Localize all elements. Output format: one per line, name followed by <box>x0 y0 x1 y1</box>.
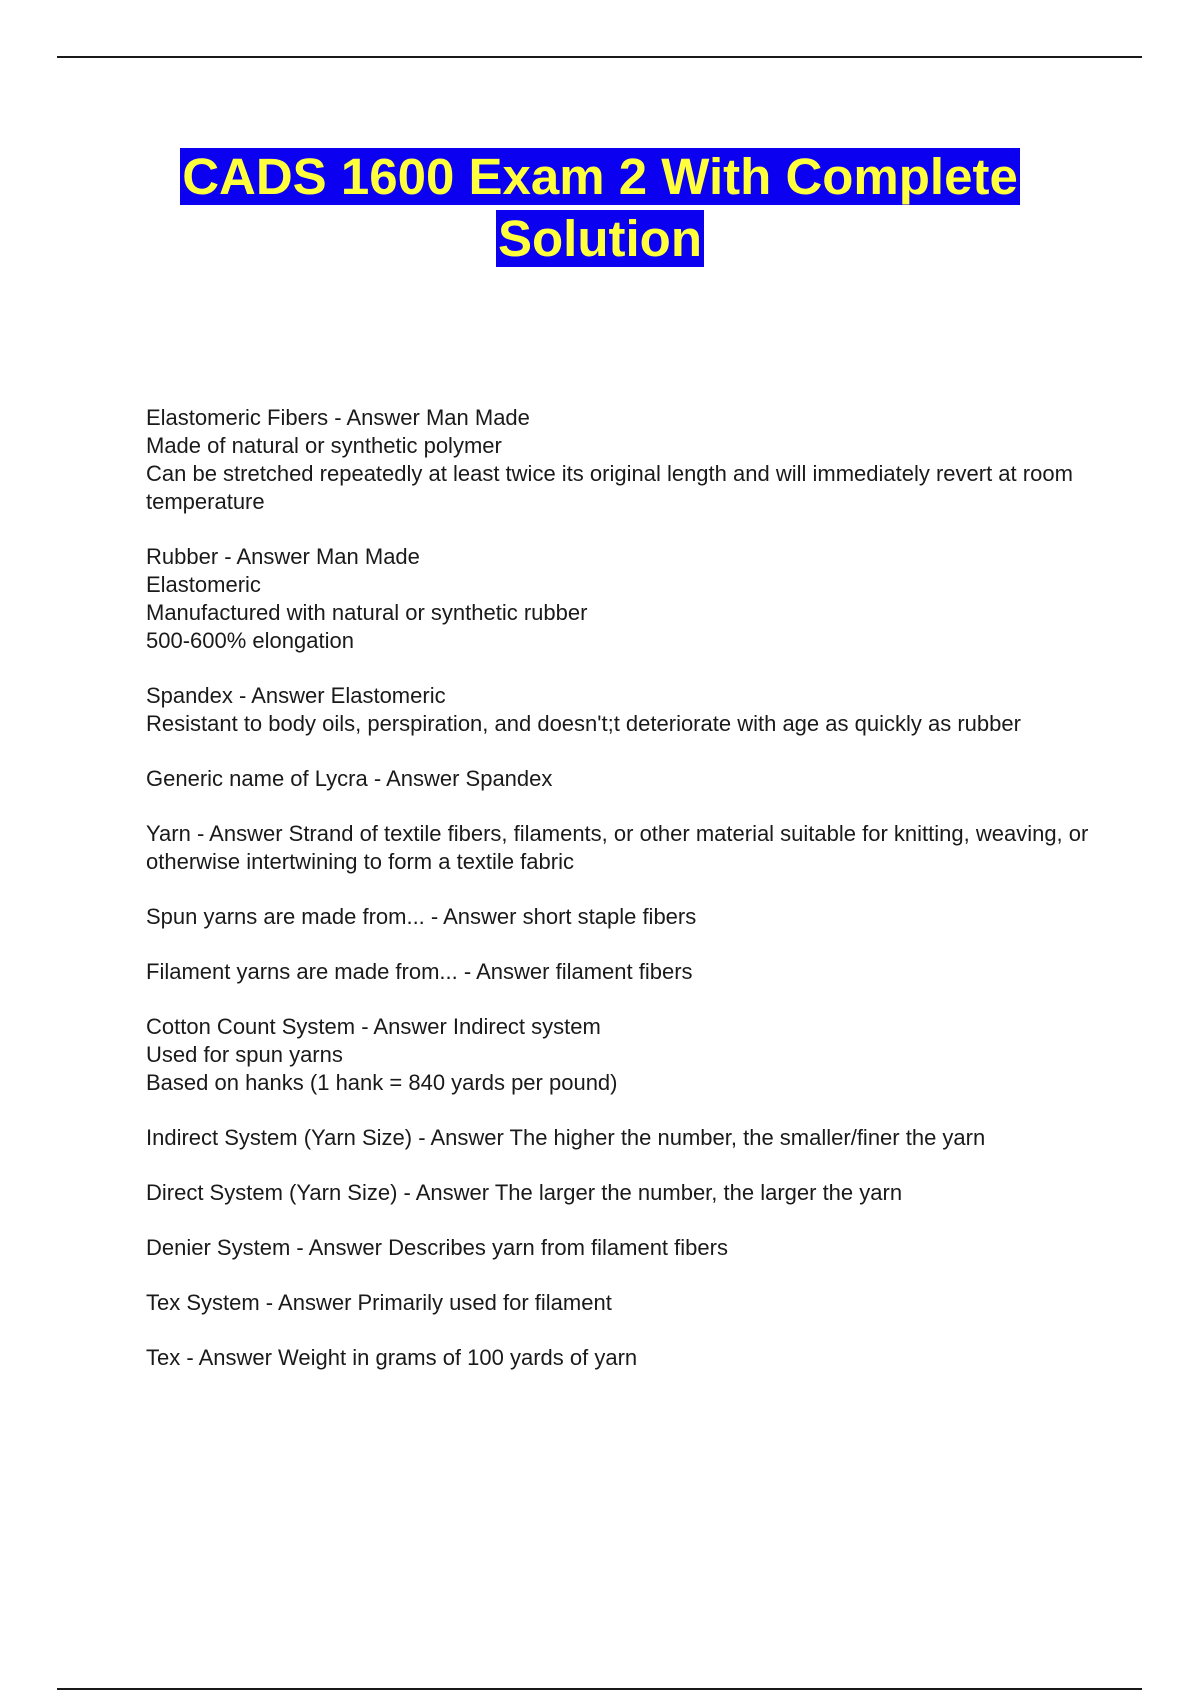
qa-line: Made of natural or synthetic polymer <box>146 433 502 458</box>
title-line-1: CADS 1600 Exam 2 With Complete <box>182 148 1018 205</box>
qa-line: Tex - Answer Weight in grams of 100 yards of yarn <box>146 1345 638 1370</box>
qa-line: Can be stretched repeatedly at least twice its original length and will immediately revert at room temperature <box>146 461 1073 514</box>
qa-line: Indirect System (Yarn Size) - Answer The higher the number, the smaller/finer the yarn <box>146 1125 986 1150</box>
qa-entry-tex-system <box>146 1289 1106 1317</box>
qa-entry-cotton-count <box>146 1013 1106 1097</box>
qa-line: 500-600% elongation <box>146 628 354 653</box>
title-block <box>0 146 1200 270</box>
qa-entry-rubber <box>146 543 1106 655</box>
qa-line: Based on hanks (1 hank = 840 yards per pound) <box>146 1070 618 1095</box>
qa-entry-lycra <box>146 765 1106 793</box>
qa-line: Rubber - Answer Man Made <box>146 544 420 569</box>
qa-line: Tex System - Answer Primarily used for filament <box>146 1290 612 1315</box>
qa-list <box>146 404 1106 1399</box>
qa-line: Filament yarns are made from... - Answer filament fibers <box>146 959 693 984</box>
qa-entry-tex <box>146 1344 1106 1372</box>
qa-line: Generic name of Lycra - Answer Spandex <box>146 766 553 791</box>
qa-line: Manufactured with natural or synthetic rubber <box>146 600 588 625</box>
qa-line: Elastomeric Fibers - Answer Man Made <box>146 405 530 430</box>
qa-line: Used for spun yarns <box>146 1042 343 1067</box>
qa-line: Spandex - Answer Elastomeric <box>146 683 446 708</box>
qa-entry-direct-system <box>146 1179 1106 1207</box>
qa-entry-indirect-system <box>146 1124 1106 1152</box>
qa-line: Resistant to body oils, perspiration, and doesn't;t deteriorate with age as quickly as rubber <box>146 711 1021 736</box>
qa-line: Direct System (Yarn Size) - Answer The larger the number, the larger the yarn <box>146 1180 903 1205</box>
qa-entry-denier-system <box>146 1234 1106 1262</box>
title-line-2: Solution <box>498 210 702 267</box>
top-rule <box>57 56 1142 58</box>
qa-entry-spun-yarns <box>146 903 1106 931</box>
qa-line: Elastomeric <box>146 572 261 597</box>
document-title <box>180 148 1020 267</box>
qa-entry-yarn <box>146 820 1106 876</box>
qa-entry-spandex <box>146 682 1106 738</box>
bottom-rule <box>57 1688 1142 1690</box>
qa-entry-filament-yarns <box>146 958 1106 986</box>
qa-line: Spun yarns are made from... - Answer short staple fibers <box>146 904 697 929</box>
qa-line: Denier System - Answer Describes yarn from filament fibers <box>146 1235 728 1260</box>
qa-line: Cotton Count System - Answer Indirect system <box>146 1014 601 1039</box>
qa-entry-elastomeric-fibers <box>146 404 1106 516</box>
qa-line: Yarn - Answer Strand of textile fibers, filaments, or other material suitable for knitting, weaving, or otherwise intertwining to form a textile fabric <box>146 821 1089 874</box>
